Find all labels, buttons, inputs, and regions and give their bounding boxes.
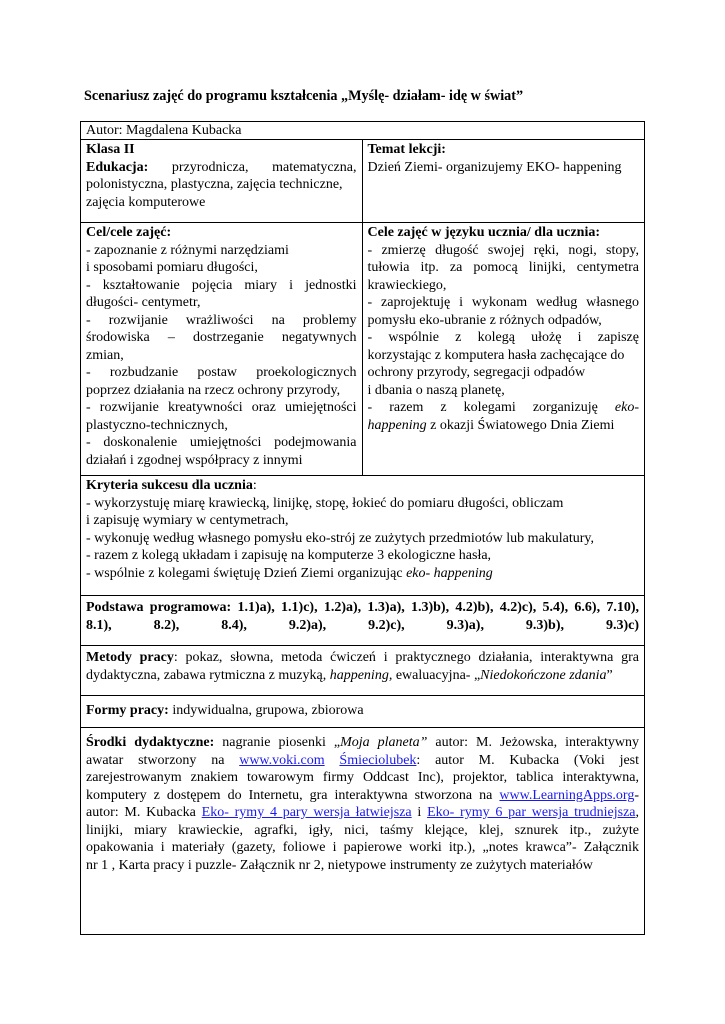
criteria-text: - wspólnie z kolegami świętuję Dzień Ziemi organizując xyxy=(86,565,407,581)
education-subjects-3: zajęcia komputerowe xyxy=(86,194,206,210)
materials-text: awatar stworzony na xyxy=(86,752,240,768)
goal-line: - rozwijanie kreatywności oraz umiejętności xyxy=(86,400,357,415)
materials-text: : autor M. Kubacka (Voki jest xyxy=(416,752,640,768)
forms-value: indywidualna, grupowa, zbiorowa xyxy=(168,703,364,718)
student-goal-italic: happening xyxy=(367,417,427,433)
criteria-colon: : xyxy=(252,478,257,493)
podstawa-line-1: Podstawa programowa: 1.1)a), 1.1)c), 1.2)a), 1.3)a), 1.3)b), 4.2)b), 4.2)c), 5.4), 6.6), 7.10), xyxy=(86,600,639,615)
goal-line: - zapoznanie z różnymi narzędziami xyxy=(86,242,289,258)
podstawa-line-2: 8.1), 8.2), 8.4), 9.2)a), 9.2)c), 9.3)a), 9.3)b), 9.3)c) xyxy=(86,617,639,633)
materials-line: linijki, miary krawieckie, agrafki, igły, nici, taśmy klejące, klej, sznurek itp., zużyte xyxy=(86,822,639,838)
topic-label: Temat lekcji: xyxy=(367,142,446,157)
materials-text: nagranie piosenki „ xyxy=(214,735,341,750)
materials-text: - xyxy=(634,787,639,803)
methods-line-2 xyxy=(86,667,639,685)
student-goal-line xyxy=(368,399,640,417)
methods-cell xyxy=(81,646,644,686)
education-label: Edukacja: xyxy=(86,159,149,175)
forms-row xyxy=(81,695,644,727)
goals-row xyxy=(81,222,644,475)
criteria-italic: eko- happening xyxy=(406,565,493,581)
author-row xyxy=(81,122,644,139)
student-goal-text: - razem z kolegami zorganizuję xyxy=(367,400,598,415)
student-goal-italic: eko- xyxy=(614,400,640,415)
student-goal-line xyxy=(368,417,640,435)
goal-line: - rozbudzanie postaw proekologicznych xyxy=(86,365,357,380)
materials-line xyxy=(86,734,639,752)
goal-line: środowiska – dostrzeganie negatywnych xyxy=(86,330,357,345)
lesson-plan-table xyxy=(80,121,645,935)
goal-line: zmian, xyxy=(86,347,124,363)
materials-text: , xyxy=(635,805,639,820)
criteria-line xyxy=(86,565,639,583)
student-goal-line: i dbania o naszą planetę, xyxy=(367,382,505,398)
goal-line: poprzez działania na rzecz ochrony przyrody, xyxy=(86,382,341,398)
methods-text: : pokaz, słowna, metoda ćwiczeń i praktycznego działania, interaktywna gra xyxy=(173,650,640,665)
student-goals-label: Cele zajęć w języku ucznia/ dla ucznia: xyxy=(367,225,601,240)
goal-line: - rozwijanie wrażliwości na problemy xyxy=(86,312,357,328)
song-title: Moja planeta” xyxy=(340,735,428,750)
goal-line: - kształtowanie pojęcia miary i jednostki xyxy=(86,277,357,293)
methods-row xyxy=(81,645,644,695)
goal-line: plastyczno-technicznych, xyxy=(86,417,228,433)
goal-line: - doskonalenie umiejętności podejmowania xyxy=(86,435,357,450)
student-goal-line: - wspólnie z kolegą ułożę i zapiszę xyxy=(367,330,639,345)
student-goal-line: korzystając z komputera hasła zachęcające do xyxy=(367,347,625,363)
materials-label: Środki dydaktyczne: xyxy=(86,735,215,750)
forms-label: Formy pracy: xyxy=(86,703,169,718)
goals-label: Cel/cele zajęć: xyxy=(86,225,172,240)
methods-text: ” xyxy=(606,667,613,683)
materials-cell xyxy=(81,728,644,876)
materials-text: autor: M. Jeżowska, interaktywny xyxy=(427,735,639,750)
class-topic-row xyxy=(81,139,644,222)
voki-link[interactable]: www.voki.com xyxy=(239,752,325,768)
education-subjects-1: przyrodnicza, matematyczna, xyxy=(171,159,357,175)
methods-text: ewaluacyjna- „ xyxy=(392,667,481,683)
student-goal-line: - zmierzę długość swojej ręki, nogi, stopy, xyxy=(367,242,639,258)
student-goal-line: pomysłu eko-ubranie z różnych odpadów, xyxy=(367,312,602,328)
materials-line xyxy=(86,752,639,770)
materials-text: i xyxy=(411,805,428,820)
criteria-line: i zapisuję wymiary w centymetrach, xyxy=(86,513,289,528)
student-goal-text: z okazji Światowego Dnia Ziemi xyxy=(426,417,615,433)
student-goal-line: tułowia itp. za pomocą linijki, centymetra xyxy=(367,260,639,275)
criteria-line: - wykonuję według własnego pomysłu eko-strój ze zużytych przedmiotów lub makulatury, xyxy=(86,530,595,546)
materials-line: nr 1 , Karta pracy i puzzle- Załącznik nr 2, nietypowe instrumenty ze zużytych materiałów xyxy=(86,857,593,873)
methods-italic: happening, xyxy=(329,667,393,683)
education-line-1 xyxy=(86,159,357,177)
forms-cell xyxy=(81,696,644,722)
document-title: Scenariusz zajęć do programu kształcenia „Myślę- działam- idę w świat” xyxy=(84,88,524,104)
methods-label: Metody pracy xyxy=(86,650,174,665)
smieciolubek-link[interactable]: Śmieciolubek xyxy=(339,752,417,768)
topic-cell xyxy=(363,140,645,222)
materials-text xyxy=(325,753,340,768)
materials-line xyxy=(86,787,639,805)
class-cell xyxy=(81,140,363,222)
goals-cell xyxy=(81,223,363,475)
author: Autor: Magdalena Kubacka xyxy=(86,123,242,138)
goal-line: długości- centymetr, xyxy=(86,295,201,310)
education-subjects-2: polonistyczna, plastyczna, zajęcia techniczne, xyxy=(86,177,343,192)
criteria-row xyxy=(81,475,644,595)
criteria-label: Kryteria sukcesu dla ucznia xyxy=(86,478,253,493)
goal-line: i sposobami pomiaru długości, xyxy=(86,260,258,275)
eko-rymy-6-link[interactable]: Eko- rymy 6 par wersja trudniejsza xyxy=(427,805,636,820)
criteria-cell xyxy=(81,476,644,584)
goal-line: działań i zgodnej współpracy z innymi xyxy=(86,452,303,468)
methods-text: dydaktyczna, zabawa rytmiczna z muzyką, xyxy=(86,667,330,683)
criteria-line: - razem z kolegą układam i zapisuję na komputerze 3 ekologiczne hasła, xyxy=(86,548,492,563)
podstawa-row xyxy=(81,595,644,645)
student-goal-line: - zaprojektuję i wykonam według własnego xyxy=(367,295,639,310)
student-goal-line: ochrony przyrody, segregacji odpadów xyxy=(367,365,586,380)
student-goal-line: krawieckiego, xyxy=(367,277,447,293)
learningapps-link[interactable]: www.LearningApps.org xyxy=(499,787,635,803)
materials-line: opakowania i materiały (gazety, foliowe i papierowe worki itp.), „notes krawca”- Załącznik xyxy=(86,840,639,855)
materials-text: komputery z dostępem do Internetu, gra interaktywna stworzona na xyxy=(86,787,500,803)
materials-row xyxy=(81,727,644,934)
student-goals-cell xyxy=(363,223,645,475)
podstawa-cell xyxy=(81,596,644,636)
methods-italic: Niedokończone zdania xyxy=(480,667,607,683)
methods-line-1 xyxy=(86,649,639,667)
materials-line xyxy=(86,804,639,822)
criteria-heading xyxy=(86,477,639,495)
eko-rymy-4-link[interactable]: Eko- rymy 4 pary wersja łatwiejsza xyxy=(201,805,412,820)
criteria-line: - wykorzystuję miarę krawiecką, linijkę, stopę, łokieć do pomiaru długości, obliczam xyxy=(86,495,564,511)
materials-line: zarejestrowanym znakiem towarowym firmy Oddcast Inc), projektor, tablica interaktywna, xyxy=(86,770,639,785)
class-label: Klasa II xyxy=(86,142,135,157)
materials-text: autor: M. Kubacka xyxy=(86,805,202,820)
topic-value: Dzień Ziemi- organizujemy EKO- happening xyxy=(367,159,622,175)
